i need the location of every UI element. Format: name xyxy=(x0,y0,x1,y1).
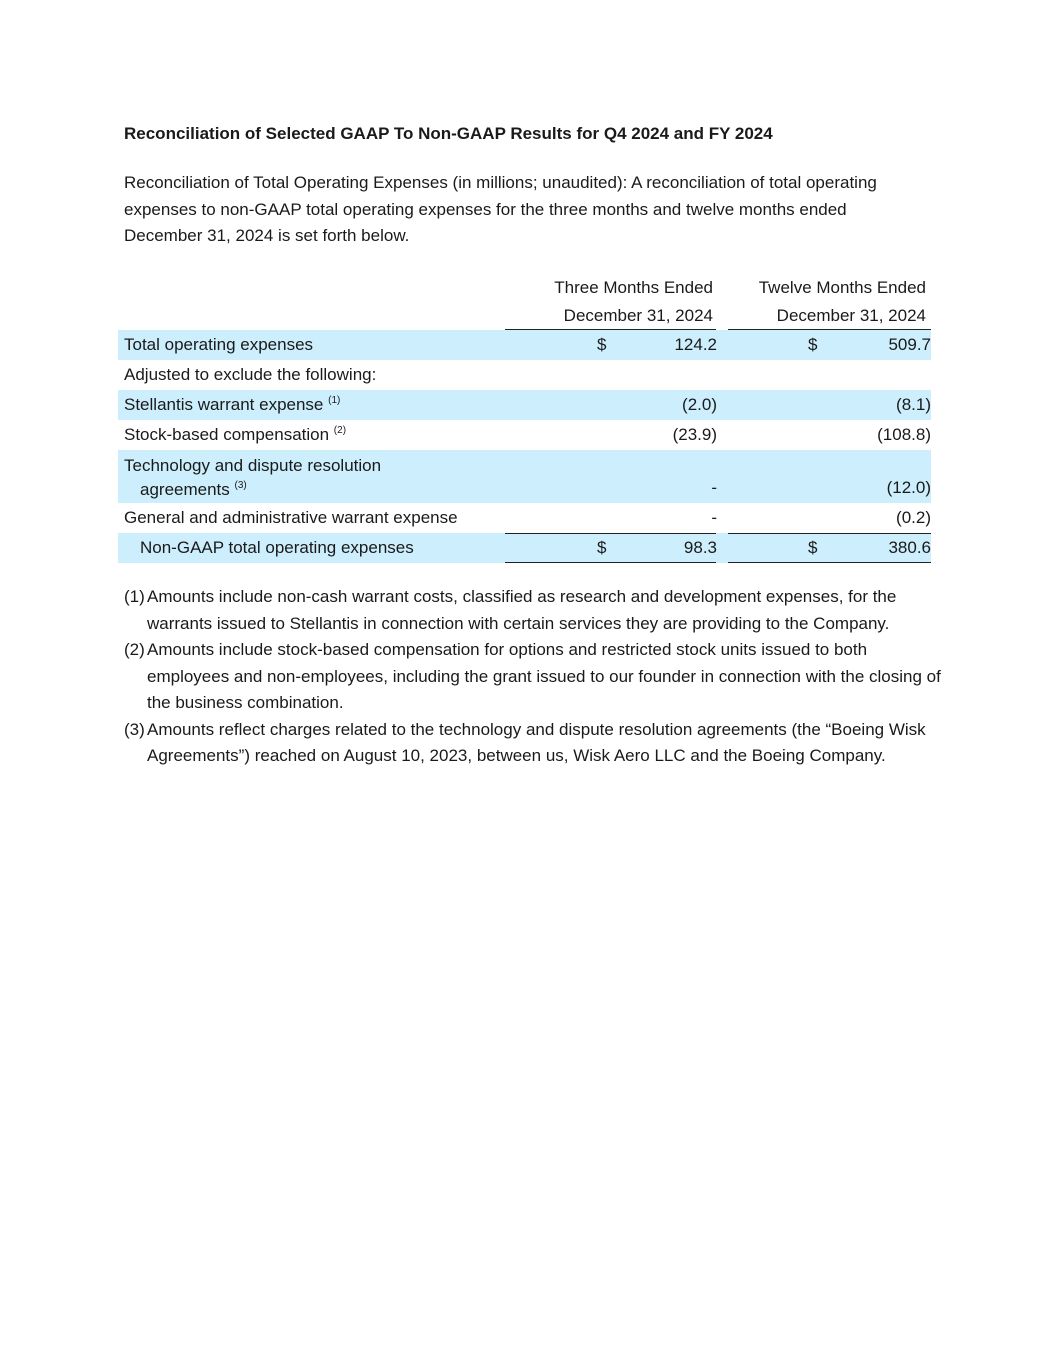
twelve-month-value: 380.6 xyxy=(888,538,931,557)
table-row xyxy=(118,503,931,533)
table-row xyxy=(118,360,931,390)
footnote-number: (2) xyxy=(124,640,145,659)
footnote-text: Amounts include non-cash warrant costs, classified as research and development expenses, for the warrants issued to Stellantis in connection with certain services they are providing to the Company. xyxy=(147,587,897,633)
twelve-month-value: (8.1) xyxy=(896,395,931,414)
row-label: General and administrative warrant expense xyxy=(124,508,458,527)
footnote-text: Amounts include stock-based compensation for options and restricted stock units issued to both employees and non-employees, including the grant issued to our founder in connection with the closing of the business combination. xyxy=(147,640,941,712)
row-label: Technology and dispute resolution agreements $^{(3)}$ xyxy=(124,456,382,499)
table-row xyxy=(118,420,931,450)
twelve-month-value: (12.0) xyxy=(886,478,931,497)
row-label: Stellantis warrant expense $^{(1)}$ xyxy=(124,395,341,414)
table-header xyxy=(118,274,931,330)
total-rule xyxy=(505,562,716,563)
row-label: Total operating expenses xyxy=(124,335,314,354)
col-header-twelve-months: Twelve Months Ended December 31, 2024 xyxy=(758,278,926,325)
row-label: Non-GAAP total operating expenses xyxy=(140,538,414,557)
twelve-month-value: (108.8) xyxy=(877,425,931,444)
footnote-number: (1) xyxy=(124,587,145,606)
col-header-three-months: Three Months Ended December 31, 2024 xyxy=(554,278,713,325)
footnote-ref: (1) xyxy=(328,395,341,406)
footnote-number: (3) xyxy=(124,719,145,739)
page-title: Reconciliation of Selected GAAP To Non-GAAP Results for Q4 2024 and FY 2024 xyxy=(124,124,773,143)
footnote-text: Amounts reflect charges related to the technology and dispute resolution agreements (the “Boeing Wisk Agreements”) reached on August 10, 2023, between us, Wisk Aero LLC and the Boeing Company. xyxy=(147,719,926,765)
row-label: Adjusted to exclude the following: xyxy=(124,365,377,384)
three-month-value: - xyxy=(711,478,717,497)
currency-symbol: $ xyxy=(597,538,607,557)
footnote xyxy=(124,637,946,717)
intro-paragraph: Reconciliation of Total Operating Expenses (in millions; unaudited): A reconciliation of total operating expenses to non-GAAP total operating expenses for the three months and twelve months ended December 31, 2024 is set forth below. xyxy=(124,173,877,245)
three-month-value: 124.2 xyxy=(674,335,717,354)
three-month-value: 98.3 xyxy=(683,538,717,557)
three-month-value: - xyxy=(711,508,717,527)
twelve-month-value: 509.7 xyxy=(888,335,931,354)
currency-symbol: $ xyxy=(808,335,818,354)
twelve-month-value: (0.2) xyxy=(896,508,931,527)
row-label: Stock-based compensation $^{(2)}$ xyxy=(124,425,347,444)
three-month-value: (23.9) xyxy=(672,425,717,444)
reconciliation-table xyxy=(118,274,931,563)
table-row xyxy=(118,330,931,360)
currency-symbol: $ xyxy=(597,335,607,354)
footnote-ref: (3) xyxy=(234,479,247,491)
footnote-ref: (2) xyxy=(333,425,347,436)
footnote xyxy=(124,584,946,637)
table-row xyxy=(118,390,931,420)
total-rule xyxy=(728,562,931,563)
table-row-total xyxy=(118,533,931,563)
footnotes xyxy=(124,584,946,770)
footnote xyxy=(124,717,946,770)
three-month-value: (2.0) xyxy=(682,395,717,414)
table-row xyxy=(118,450,931,503)
currency-symbol: $ xyxy=(808,538,818,557)
